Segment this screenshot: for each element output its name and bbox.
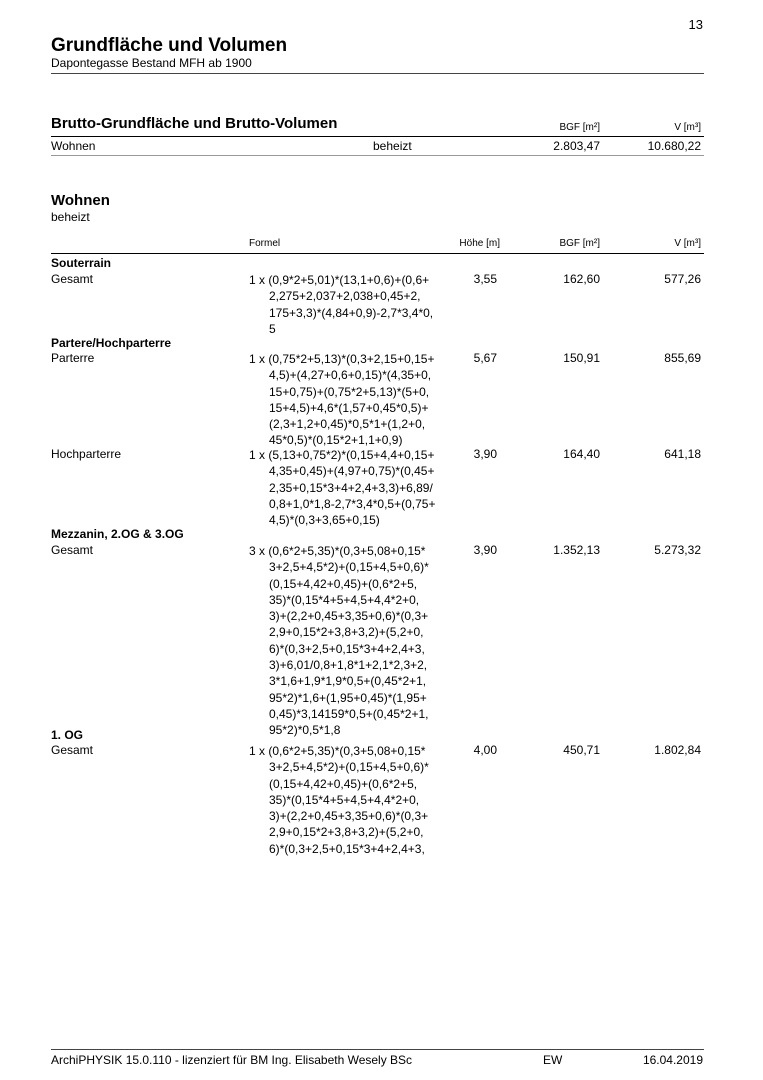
summary-row-v: 10.680,22 (647, 139, 701, 153)
row-hoehe: 4,00 (473, 743, 497, 757)
footer-initials: EW (543, 1053, 563, 1067)
col-v: V [m³] (674, 238, 701, 249)
col-formel: Formel (249, 238, 281, 249)
col-bgf: BGF [m²] (559, 238, 600, 249)
group-heading: Partere/Hochparterre (51, 336, 172, 350)
row-bgf: 164,40 (563, 447, 600, 461)
row-hoehe: 3,90 (473, 447, 497, 461)
row-formula: 1 x (0,9*2+5,01)*(13,1+0,6)+(0,6+ 2,275+2,037+2,038+0,45+2, 175+3,3)*(4,84+0,9)-2,7*3,4*0, 5 (249, 273, 434, 336)
header-rule (51, 73, 704, 74)
detail-heading: Wohnen (51, 192, 110, 209)
summary-col-bgf: BGF [m²] (559, 122, 600, 133)
summary-row-status: beheizt (373, 139, 412, 153)
page-title: Grundfläche und Volumen (51, 35, 288, 56)
row-bgf: 1.352,13 (553, 543, 600, 557)
row-v: 577,26 (664, 272, 701, 286)
row-v: 641,18 (664, 447, 701, 461)
row-bgf: 150,91 (563, 351, 600, 365)
row-bgf: 162,60 (563, 272, 600, 286)
summary-row-rule (51, 155, 704, 156)
row-formula: 1 x (0,75*2+5,13)*(0,3+2,15+0,15+ 4,5)+(4,27+0,6+0,15)*(4,35+0, 15+0,75)+(0,75*2+5,13)*(5+0, 15+4,5)+4,6*(1,57+0,45*0,5)+ (2,3+1,2+0,45)*0,5*1+(1,2+0, 45*0,5)*(0,15*2+1,1+0,9) (249, 352, 435, 448)
row-formula: 1 x (5,13+0,75*2)*(0,15+4,4+0,15+ 4,35+0,45)+(4,97+0,75)*(0,45+ 2,35+0,15*3+4+2,4+3,3)+6,89/ 0,8+1,0*1,8-2,7*3,4*0,5+(0,75+ 4,5)*(0,3+3,65+0,15) (249, 448, 436, 528)
summary-col-v: V [m³] (674, 122, 701, 133)
footer-rule (51, 1049, 704, 1050)
row-label: Parterre (51, 351, 95, 365)
group-heading: Souterrain (51, 256, 112, 270)
footer-date: 16.04.2019 (642, 1053, 703, 1067)
row-formula: 1 x (0,6*2+5,35)*(0,3+5,08+0,15* 3+2,5+4,5*2)+(0,15+4,5+0,6)* (0,15+4,42+0,45)+(0,6*2+5, 35)*(0,15*4+5+4,5+4,4*2+0, 3)+(2,2+0,45+3,35+0,6)*(0,3+ 2,9+0,15*2+3,8+3,2)+(5,2+0, 6)*(0,3+2,5+0,15*3+4+2,4+3, (249, 744, 429, 856)
detail-status: beheizt (51, 210, 90, 224)
row-hoehe: 3,90 (473, 543, 497, 557)
col-hoehe: Höhe [m] (459, 238, 500, 249)
summary-heading: Brutto-Grundfläche und Brutto-Volumen (51, 115, 338, 132)
page-subtitle: Dapontegasse Bestand MFH ab 1900 (51, 56, 252, 70)
row-v: 5.273,32 (654, 543, 701, 557)
group-heading: Mezzanin, 2.OG & 3.OG (51, 527, 184, 541)
summary-row-bgf: 2.803,47 (553, 139, 600, 153)
row-label: Gesamt (51, 743, 94, 757)
page-number: 13 (688, 17, 703, 32)
row-label: Hochparterre (51, 447, 122, 461)
row-formula: 3 x (0,6*2+5,35)*(0,3+5,08+0,15* 3+2,5+4,5*2)+(0,15+4,5+0,6)* (0,15+4,42+0,45)+(0,6*2+5, 35)*(0,15*4+5+4,5+4,4*2+0, 3)+(2,2+0,45+3,35+0,6)*(0,3+ 2,9+0,15*2+3,8+3,2)+(5,2+0, 6)*(0,3+2,5+0,15*3+4+2,4+3, 3)+6,01/0,8+1,8*1+2,1*2,3+2, 3*1,6+1,9*1,9*0,5+(0,45*2+1, 95*2)*1,6+(1,95+0,45)*(1,95+ 0,45)*3,14159*0,5+(0,45*2+1, 95*2)*0,5*1,8 (249, 544, 429, 738)
summary-rule (51, 136, 704, 137)
summary-row-name: Wohnen (51, 139, 96, 153)
row-v: 1.802,84 (654, 743, 701, 757)
row-hoehe: 3,55 (473, 272, 497, 286)
row-v: 855,69 (664, 351, 701, 365)
row-hoehe: 5,67 (473, 351, 497, 365)
footer-software: ArchiPHYSIK 15.0.110 - lizenziert für BM Ing. Elisabeth Wesely BSc (51, 1053, 413, 1067)
detail-rule (51, 253, 704, 254)
row-bgf: 450,71 (563, 743, 600, 757)
row-label: Gesamt (51, 272, 94, 286)
group-heading: 1. OG (51, 728, 84, 742)
row-label: Gesamt (51, 543, 94, 557)
